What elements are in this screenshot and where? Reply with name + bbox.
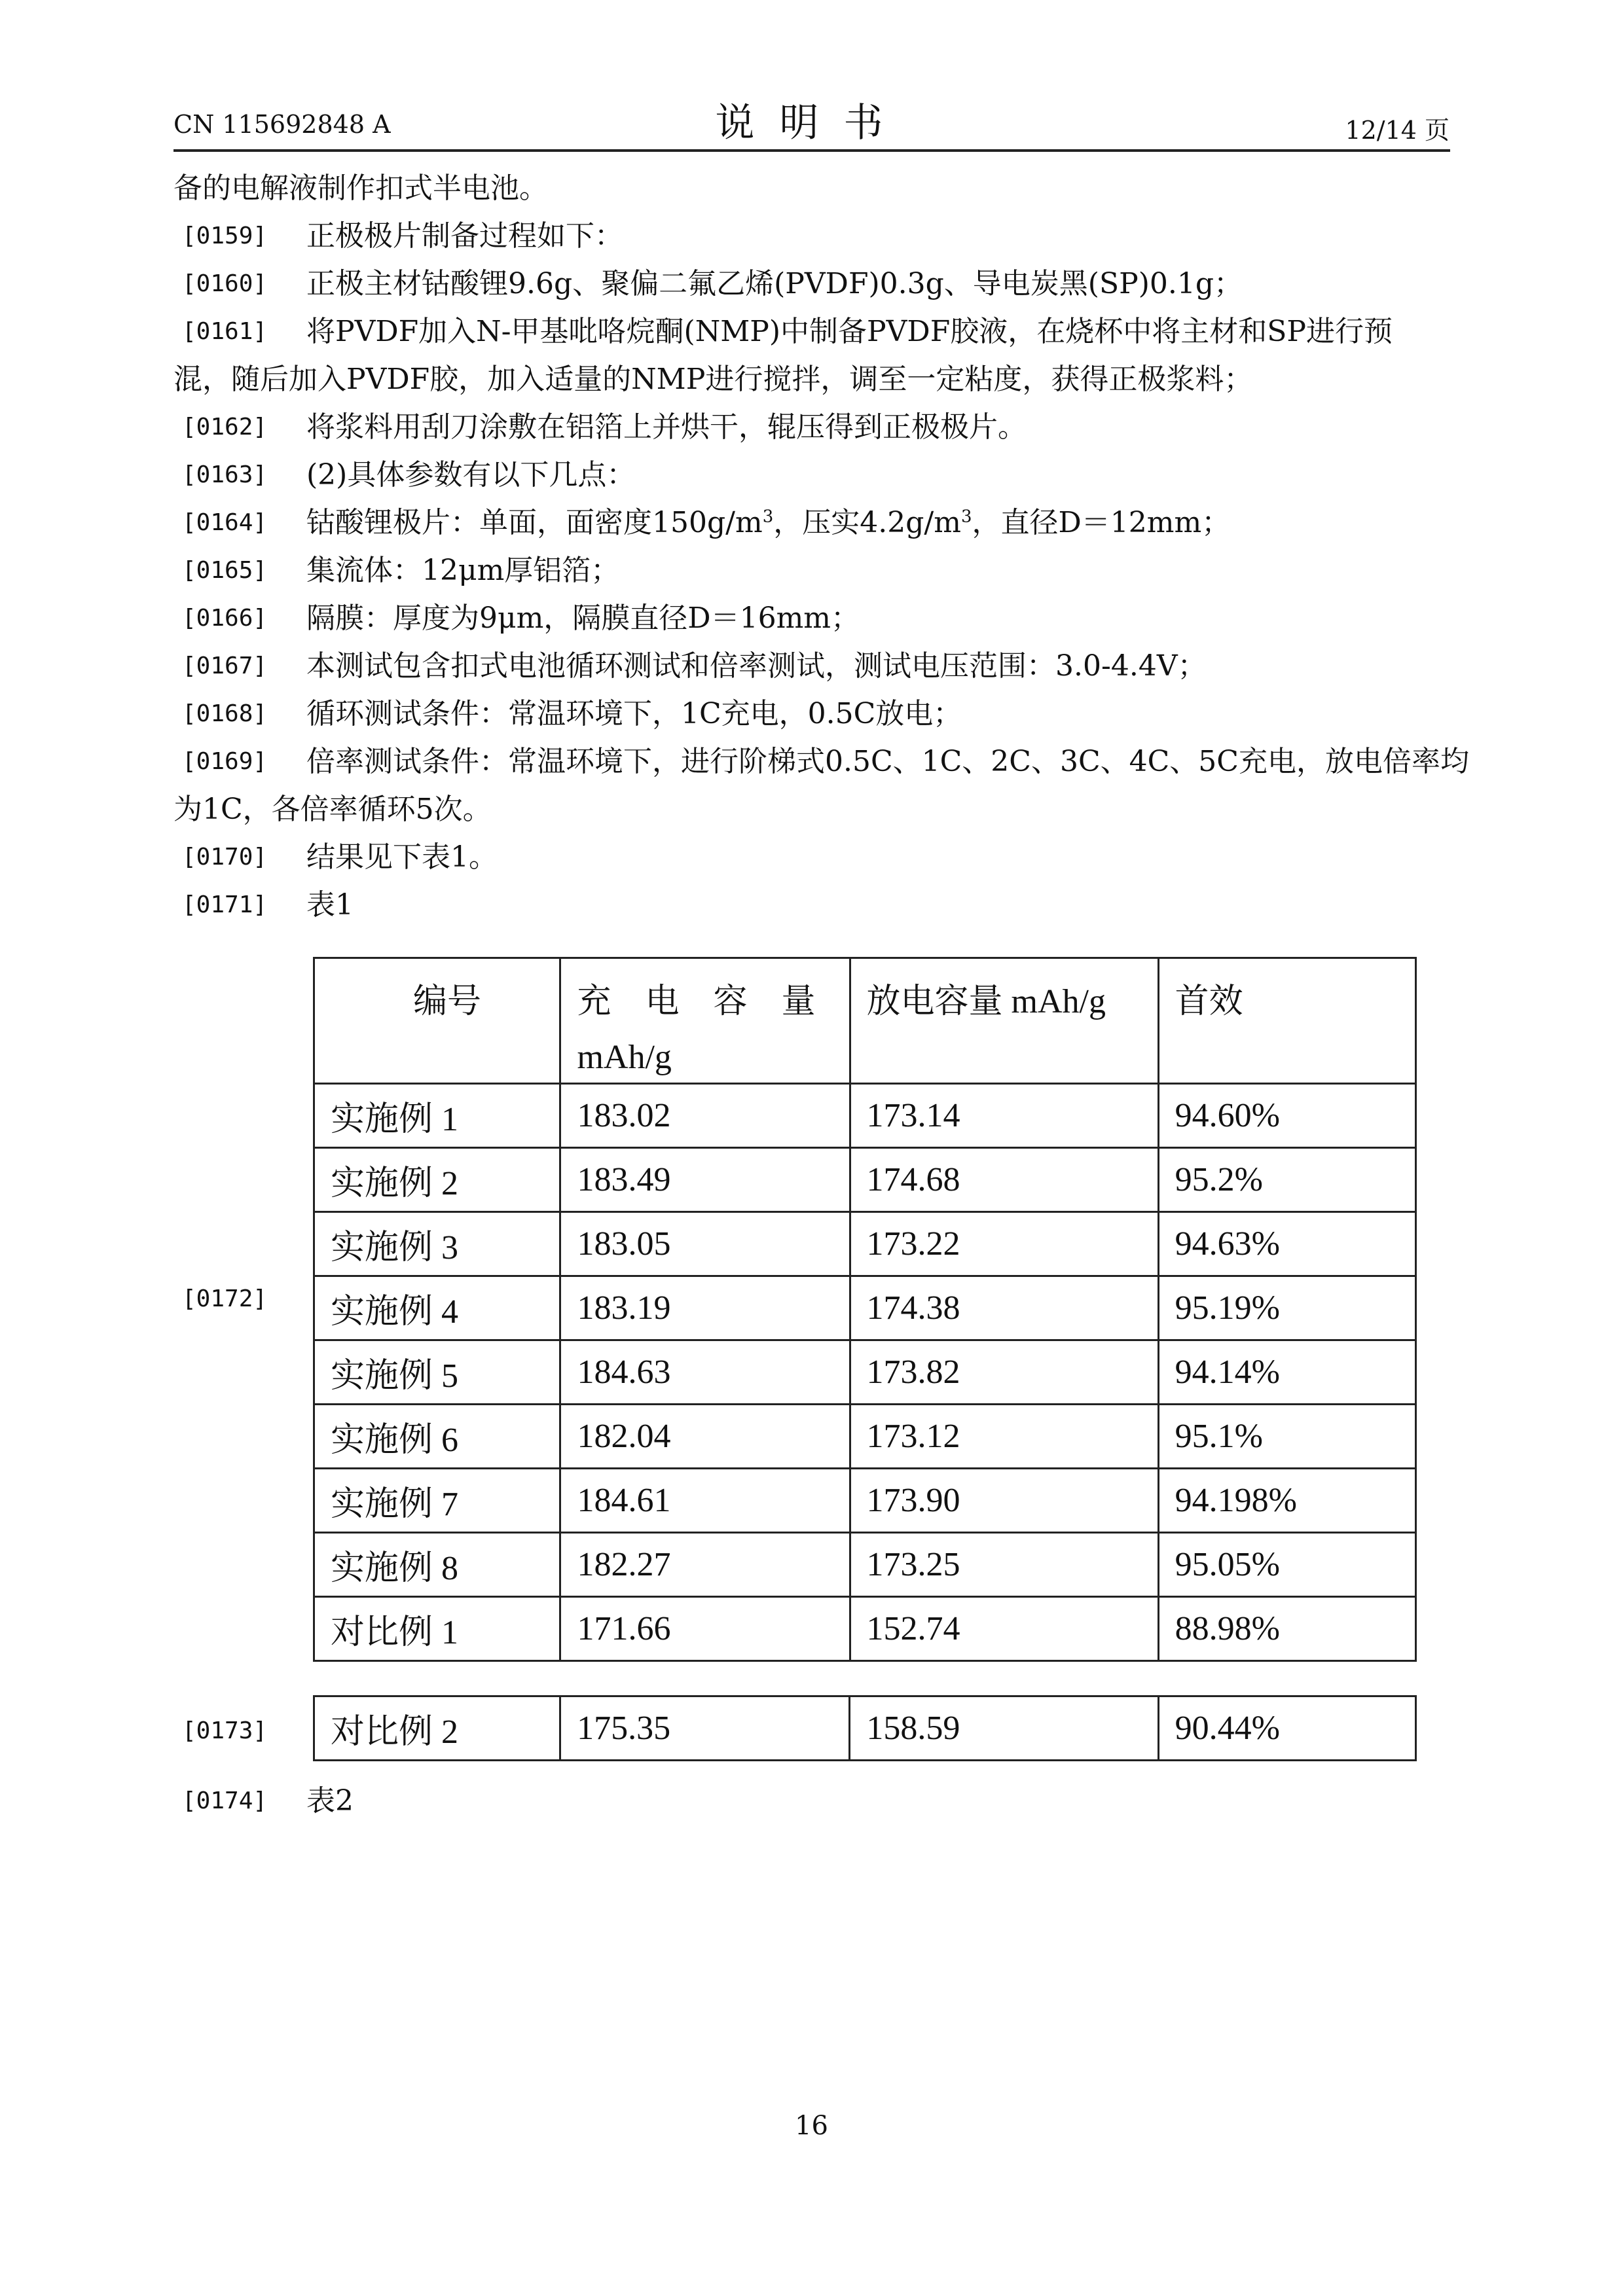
- table-cell: 174.68: [850, 1148, 1158, 1212]
- paragraph-number: [0165]: [182, 557, 268, 584]
- table-cell: 95.1%: [1158, 1405, 1415, 1469]
- table-row: [314, 1340, 1416, 1405]
- table-cell: 174.38: [850, 1276, 1158, 1340]
- table-cell: 对比例 2: [314, 1696, 560, 1761]
- table-cell: 88.98%: [1158, 1597, 1415, 1661]
- paragraph-text-continued: 为1C，各倍率循环5次。: [173, 793, 492, 826]
- table-cell: 94.198%: [1158, 1469, 1415, 1533]
- table-cell: 182.04: [560, 1405, 850, 1469]
- paragraph-text: 集流体：12μm厚铝箔；: [306, 554, 620, 587]
- superscript: 3: [960, 507, 972, 527]
- table-cell: 对比例 1: [314, 1597, 560, 1661]
- paragraph-number: [0171]: [182, 891, 268, 918]
- table-cell: 183.49: [560, 1148, 850, 1212]
- paragraph-continuation: 备的电解液制作扣式半电池。: [173, 171, 548, 205]
- paragraph-number: [0160]: [182, 270, 268, 297]
- table-cell: 95.05%: [1158, 1533, 1415, 1597]
- text-segment: 钴酸锂极片：单面，面密度150g/m: [306, 506, 763, 539]
- table-cell: 95.19%: [1158, 1276, 1415, 1340]
- table-cell: 94.63%: [1158, 1212, 1415, 1276]
- header-cell-charge-capacity: [560, 958, 850, 1084]
- paragraph-text: 将浆料用刮刀涂敷在铝箔上并烘干，辊压得到正极极片。: [306, 410, 1027, 444]
- paragraph-number: [0162]: [182, 414, 268, 440]
- page-number: 16: [795, 2111, 828, 2141]
- paragraph-number: [0172]: [182, 1285, 268, 1312]
- paragraph-number: [0173]: [182, 1717, 268, 1744]
- table-row: [314, 1533, 1416, 1597]
- header-cell-id: 编号: [314, 958, 560, 1084]
- table-row: [314, 1405, 1416, 1469]
- paragraph-number: [0168]: [182, 700, 268, 727]
- header-divider: [173, 149, 1450, 152]
- paragraph-text: 本测试包含扣式电池循环测试和倍率测试，测试电压范围：3.0-4.4V；: [306, 649, 1207, 683]
- table-cell: 实施例 8: [314, 1533, 560, 1597]
- table-caption: 表2: [306, 1784, 354, 1818]
- paragraph-number: [0167]: [182, 653, 268, 679]
- table-cell: 158.59: [850, 1696, 1158, 1761]
- paragraph-text: [306, 503, 1230, 543]
- table-cell: 182.27: [560, 1533, 850, 1597]
- table-cell: 184.63: [560, 1340, 850, 1405]
- table-row: [314, 1148, 1416, 1212]
- table-cell: 94.60%: [1158, 1084, 1415, 1148]
- table-cell: 183.05: [560, 1212, 850, 1276]
- text-segment: ，压实4.2g/m: [773, 506, 961, 539]
- paragraph-number: [0170]: [182, 844, 268, 870]
- paragraph-number: [0163]: [182, 461, 268, 488]
- table-cell: 173.82: [850, 1340, 1158, 1405]
- table-cell: 90.44%: [1158, 1696, 1415, 1761]
- table-cell: 实施例 2: [314, 1148, 560, 1212]
- table-cell: 183.19: [560, 1276, 850, 1340]
- table-cell: 实施例 5: [314, 1340, 560, 1405]
- table-row: [314, 1469, 1416, 1533]
- paragraph-text: 隔膜：厚度为9μm，隔膜直径D＝16mm；: [306, 601, 860, 635]
- table-cell: 173.22: [850, 1212, 1158, 1276]
- table-row: [314, 1276, 1416, 1340]
- table-cell: 152.74: [850, 1597, 1158, 1661]
- paragraph-text: 正极主材钴酸锂9.6g、聚偏二氟乙烯(PVDF)0.3g、导电炭黑(SP)0.1g；: [306, 267, 1243, 300]
- table-cell: 94.14%: [1158, 1340, 1415, 1405]
- superscript: 3: [762, 507, 774, 527]
- table-cell: 实施例 4: [314, 1276, 560, 1340]
- paragraph-number: [0169]: [182, 748, 268, 775]
- table-cell: 173.14: [850, 1084, 1158, 1148]
- table-row: [314, 1597, 1416, 1661]
- table-cell: 实施例 3: [314, 1212, 560, 1276]
- paragraph-text: 循环测试条件：常温环境下，1C充电，0.5C放电；: [306, 697, 962, 730]
- table-row: [314, 1212, 1416, 1276]
- header-cell-discharge-capacity: 放电容量 mAh/g: [850, 958, 1158, 1084]
- text-segment: ，直径D＝12mm；: [972, 506, 1231, 539]
- table-row: [314, 1084, 1416, 1148]
- table-cell: 173.25: [850, 1533, 1158, 1597]
- paragraph-number: [0161]: [182, 318, 268, 345]
- table-cell: 175.35: [560, 1696, 850, 1761]
- paragraph-text-continued: 混，随后加入PVDF胶，加入适量的NMP进行搅拌，调至一定粘度，获得正极浆料；: [173, 363, 1253, 396]
- table-cell: 实施例 7: [314, 1469, 560, 1533]
- document-number: CN 115692848 A: [173, 110, 391, 139]
- page-indicator: 12/14 页: [1345, 116, 1450, 145]
- data-table: [313, 957, 1417, 1662]
- paragraph-number: [0174]: [182, 1787, 268, 1814]
- paragraph-text: 将PVDF加入N-甲基吡咯烷酮(NMP)中制备PVDF胶液，在烧杯中将主材和SP进行预: [306, 315, 1393, 348]
- table-cell: 实施例 1: [314, 1084, 560, 1148]
- page-title: 说明书: [715, 100, 908, 146]
- paragraph-text: 结果见下表1。: [306, 840, 498, 874]
- table-cell: 183.02: [560, 1084, 850, 1148]
- header-unit: mAh/g: [577, 1039, 672, 1076]
- table-cell: 173.12: [850, 1405, 1158, 1469]
- table-cell: 184.61: [560, 1469, 850, 1533]
- data-table-continued: [313, 1695, 1417, 1761]
- table-header-row: [314, 958, 1416, 1084]
- table-cell: 95.2%: [1158, 1148, 1415, 1212]
- paragraph-text: 正极极片制备过程如下：: [306, 219, 623, 253]
- header-cell-efficiency: 首效: [1158, 958, 1415, 1084]
- header-text: 充 电 容 量: [577, 983, 816, 1020]
- table-cell: 171.66: [560, 1597, 850, 1661]
- paragraph-number: [0164]: [182, 509, 268, 536]
- paragraph-text: 倍率测试条件：常温环境下，进行阶梯式0.5C、1C、2C、3C、4C、5C充电，放电倍率均: [306, 745, 1469, 778]
- paragraph-text: (2)具体参数有以下几点：: [306, 458, 636, 492]
- paragraph-number: [0159]: [182, 223, 268, 249]
- table-caption: 表1: [306, 888, 354, 922]
- paragraph-number: [0166]: [182, 605, 268, 632]
- table-cell: 实施例 6: [314, 1405, 560, 1469]
- table-cell: 173.90: [850, 1469, 1158, 1533]
- table-row: [314, 1696, 1416, 1761]
